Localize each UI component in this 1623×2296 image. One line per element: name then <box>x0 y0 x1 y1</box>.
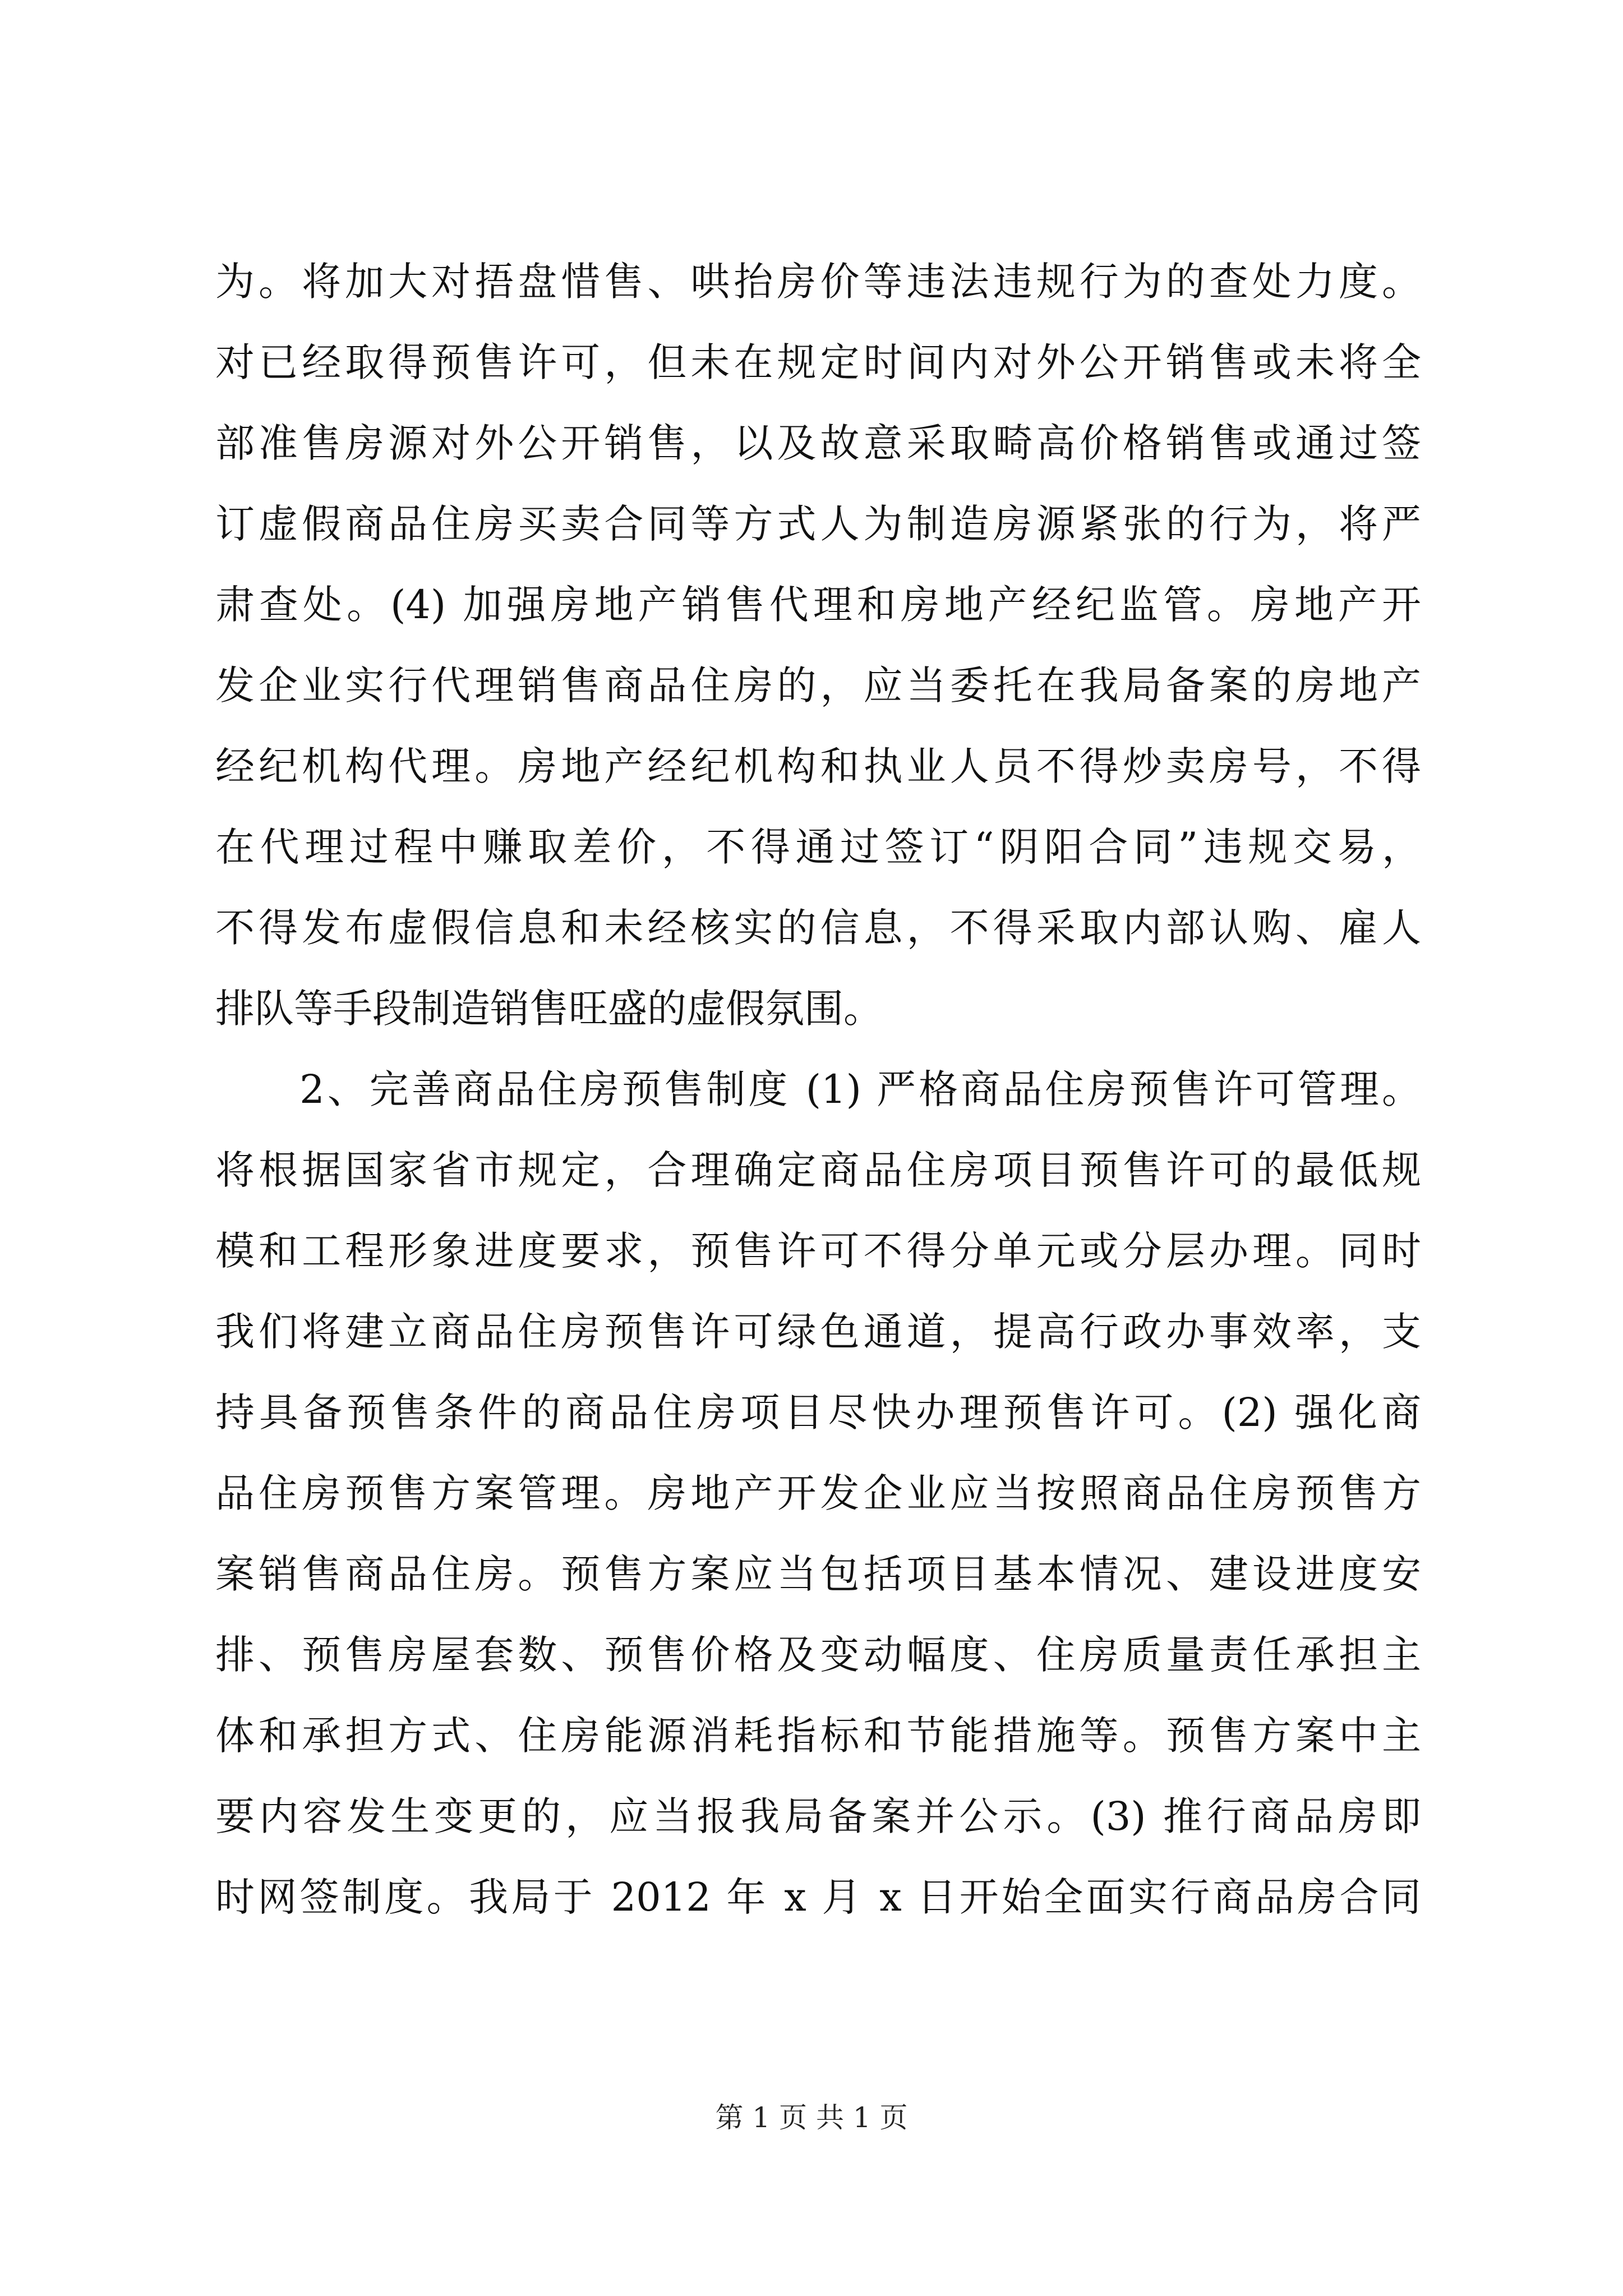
text-line: 将根据国家省市规定，合理确定商品住房项目预售许可的最低规 <box>215 1147 1421 1193</box>
text-line: 订虚假商品住房买卖合同等方式人为制造房源紧张的行为，将严 <box>215 501 1421 547</box>
text-line: 发企业实行代理销售商品住房的，应当委托在我局备案的房地产 <box>215 662 1421 708</box>
text-line: 案销售商品住房。预售方案应当包括项目基本情况、建设进度安 <box>215 1551 1421 1597</box>
text-line: 排队等手段制造销售旺盛的虚假氛围。 <box>215 986 883 1032</box>
text-line: 品住房预售方案管理。房地产开发企业应当按照商品住房预售方 <box>215 1470 1421 1516</box>
text-line: 为。将加大对捂盘惜售、哄抬房价等违法违规行为的查处力度。 <box>215 259 1421 305</box>
text-line: 肃查处。(4) 加强房地产销售代理和房地产经纪监管。房地产开 <box>215 582 1421 628</box>
text-line: 2、完善商品住房预售制度 (1) 严格商品住房预售许可管理。 <box>215 1066 1421 1112</box>
text-line: 要内容发生变更的，应当报我局备案并公示。(3) 推行商品房即 <box>215 1793 1421 1839</box>
text-line: 在代理过程中赚取差价，不得通过签订“阴阳合同”违规交易， <box>215 824 1421 870</box>
text-line: 体和承担方式、住房能源消耗指标和节能措施等。预售方案中主 <box>215 1713 1421 1759</box>
text-line: 模和工程形象进度要求，预售许可不得分单元或分层办理。同时 <box>215 1228 1421 1274</box>
body-text <box>215 241 1421 1938</box>
text-line: 时网签制度。我局于 2012 年 x 月 x 日开始全面实行商品房合同 <box>215 1874 1421 1920</box>
text-line: 对已经取得预售许可，但未在规定时间内对外公开销售或未将全 <box>215 339 1421 385</box>
text-line: 我们将建立商品住房预售许可绿色通道，提高行政办事效率，支 <box>215 1309 1421 1355</box>
text-line: 部准售房源对外公开销售，以及故意采取畸高价格销售或通过签 <box>215 420 1421 466</box>
text-line: 持具备预售条件的商品住房项目尽快办理预售许可。(2) 强化商 <box>215 1389 1421 1435</box>
text-line: 经纪机构代理。房地产经纪机构和执业人员不得炒卖房号，不得 <box>215 743 1421 789</box>
text-line: 不得发布虚假信息和未经核实的信息，不得采取内部认购、雇人 <box>215 905 1421 951</box>
page-number-footer: 第 1 页 共 1 页 <box>715 2101 908 2134</box>
text-line: 排、预售房屋套数、预售价格及变动幅度、住房质量责任承担主 <box>215 1632 1421 1678</box>
